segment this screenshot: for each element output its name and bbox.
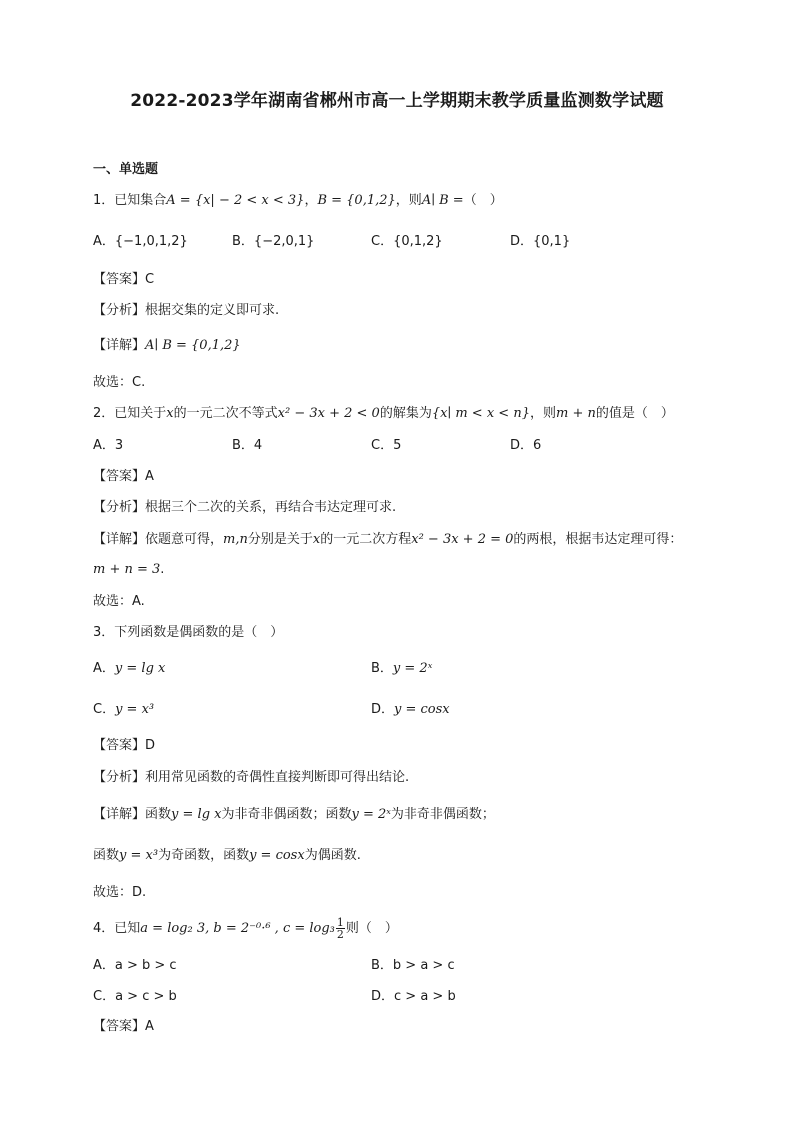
question-3-stem: 3．下列函数是偶函数的是（ ） [93, 625, 284, 640]
question-3-option-c: C．y = x³ [93, 702, 155, 717]
question-1-option-b: B．{−2,0,1} [232, 234, 315, 249]
question-1-option-d: D．{0,1} [510, 234, 571, 249]
question-3-option-b: B．y = 2ˣ [371, 661, 433, 676]
question-3-detail-line-2: 函数y = x³为奇函数，函数y = cosx为偶函数. [93, 848, 361, 863]
question-4-option-b: B．b > a > c [371, 958, 455, 973]
question-4-stem: 4．已知a = log₂ 3, b = 2⁻⁰·⁶ , c = log₃ $\frac{1}{2}$ 则（ ） [93, 916, 398, 941]
question-2-detail: 【详解】依题意可得，m,n分别是关于x的一元二次方程x² − 3x + 2 = 0的两根，根据韦达定理可得： [93, 532, 683, 547]
question-3-analysis: 【分析】利用常见函数的奇偶性直接判断即可得出结论. [93, 770, 410, 785]
question-4-answer: 【答案】A [93, 1019, 154, 1034]
question-2-analysis: 【分析】根据三个二次的关系，再结合韦达定理可求. [93, 500, 397, 515]
question-1-answer: 【答案】C [93, 272, 155, 287]
question-3-choice: 故选：D. [93, 885, 147, 900]
question-2-detail-line-2: m + n = 3. [93, 562, 165, 577]
question-1-option-c: C．{0,1,2} [371, 234, 443, 249]
question-2-option-c: C．5 [371, 438, 402, 453]
question-2-choice: 故选：A. [93, 594, 145, 609]
question-2-stem: 2．已知关于x的一元二次不等式x² − 3x + 2 < 0的解集为{x∣ m < x < n}，则m + n的值是（ ） [93, 406, 674, 421]
question-1-option-a: A．{−1,0,1,2} [93, 234, 188, 249]
question-3-option-d: D．y = cosx [371, 702, 450, 717]
question-3-detail: 【详解】函数y = lg x为非奇非偶函数；函数y = 2ˣ为非奇非偶函数； [93, 807, 495, 822]
question-3-answer: 【答案】D [93, 738, 156, 753]
question-2-answer: 【答案】A [93, 469, 154, 484]
question-1-analysis: 【分析】根据交集的定义即可求. [93, 303, 280, 318]
question-2-option-d: D．6 [510, 438, 542, 453]
question-1-detail: 【详解】A∣ B = {0,1,2} [93, 338, 241, 353]
question-2-option-a: A．3 [93, 438, 124, 453]
fraction-one-half: $\frac{1}{2}$ [336, 916, 344, 941]
section-heading: 一、单选题 [93, 162, 159, 177]
question-4-option-c: C．a > c > b [93, 989, 177, 1004]
page-title: 2022-2023学年湖南省郴州市高一上学期期末教学质量监测数学试题 [130, 91, 664, 111]
question-3-option-a: A．y = lg x [93, 661, 166, 676]
question-1-stem: 1．已知集合A = {x| − 2 < x < 3}，B = {0,1,2}，则A∣ B =（ ） [93, 193, 503, 208]
question-4-option-d: D．c > a > b [371, 989, 456, 1004]
question-2-option-b: B．4 [232, 438, 263, 453]
question-1-choice: 故选：C. [93, 375, 146, 390]
question-4-option-a: A．a > b > c [93, 958, 177, 973]
